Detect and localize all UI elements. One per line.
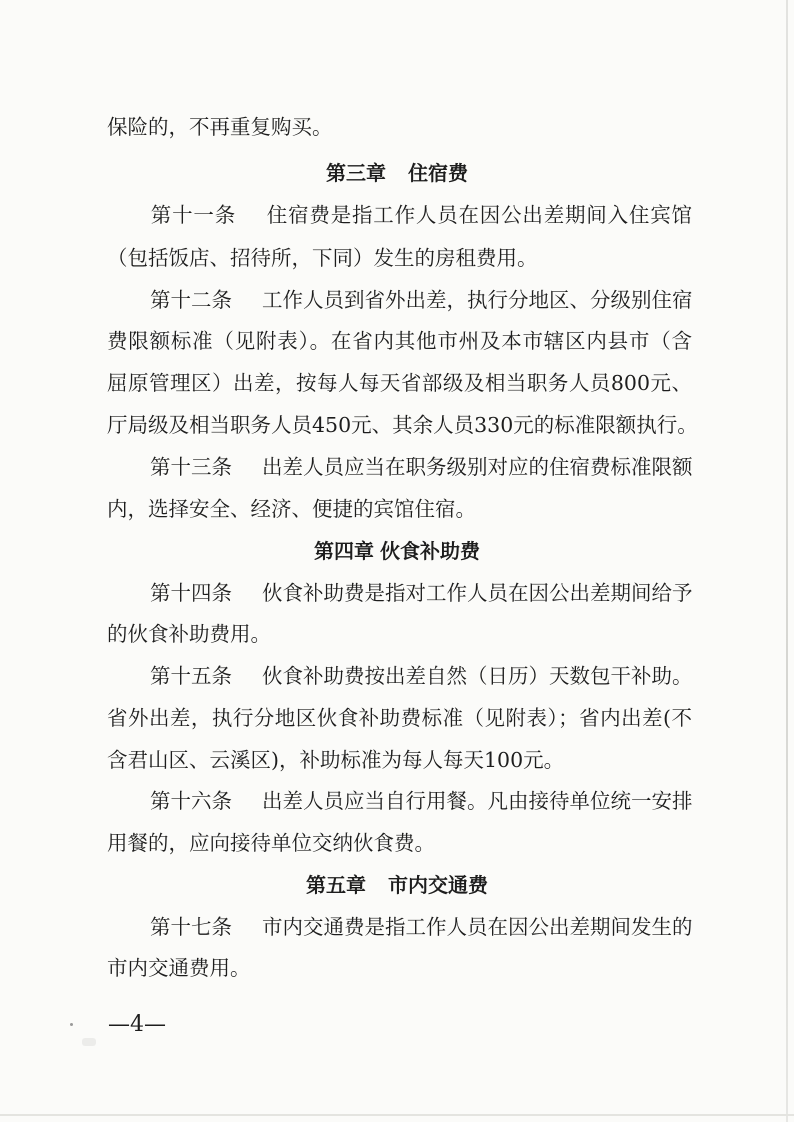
paragraph-line: 的伙食补助费用。 (107, 622, 271, 646)
scan-smudge (82, 1038, 96, 1046)
scan-edge (786, 0, 788, 1122)
article-line (107, 661, 692, 691)
article-line (107, 912, 692, 942)
paragraph-line: 屈原管理区）出差，按每人每天省部级及相当职务人员800元、 (107, 371, 692, 395)
article-line (107, 200, 692, 230)
chapter-number: 第五章 (306, 873, 366, 897)
article-number: 第十三条 (150, 455, 232, 479)
article-number: 第十七条 (150, 915, 232, 939)
paragraph-line: 省外出差，执行分地区伙食补助费标准（见附表）；省内出差(不 (107, 706, 692, 730)
paragraph-line: 市内交通费用。 (107, 956, 251, 980)
article-text: 出差人员应当自行用餐。凡由接待单位统一安排 (262, 789, 693, 813)
chapter-title: 伙食补助费 (380, 539, 480, 563)
article-text: 住宿费是指工作人员在因公出差期间入住宾馆 (266, 203, 692, 227)
chapter-heading-3 (0, 158, 794, 188)
paragraph-line: 含君山区、云溪区)，补助标准为每人每天100元。 (107, 748, 565, 772)
paragraph-line: 厅局级及相当职务人员450元、其余人员330元的标准限额执行。 (107, 413, 698, 437)
chapter-title: 住宿费 (408, 161, 468, 185)
scan-speck (70, 1023, 73, 1026)
paragraph-line: 用餐的，应向接待单位交纳伙食费。 (107, 831, 435, 855)
paragraph-line: 费限额标准（见附表）。在省内其他市州及本市辖区内县市（含 (107, 329, 692, 353)
article-number: 第十五条 (150, 664, 232, 688)
article-line (107, 786, 692, 816)
article-text: 市内交通费是指工作人员在因公出差期间发生的 (262, 915, 693, 939)
article-line (107, 578, 692, 608)
article-text: 出差人员应当在职务级别对应的住宿费标准限额 (262, 455, 693, 479)
article-number: 第十一条 (150, 203, 236, 227)
article-line (107, 452, 692, 482)
chapter-heading-4 (0, 536, 794, 566)
chapter-number: 第四章 (314, 539, 374, 563)
page-number: —4— (108, 1012, 166, 1037)
paragraph-line: 保险的，不再重复购买。 (107, 115, 333, 139)
paragraph-line: （包括饭店、招待所，下同）发生的房租费用。 (107, 246, 538, 270)
article-text: 工作人员到省外出差，执行分地区、分级别住宿 (262, 288, 693, 312)
article-text: 伙食补助费是指对工作人员在因公出差期间给予 (262, 581, 693, 605)
article-number: 第十四条 (150, 581, 232, 605)
chapter-number: 第三章 (326, 161, 386, 185)
paragraph-line: 内，选择安全、经济、便捷的宾馆住宿。 (107, 497, 476, 521)
article-line (107, 285, 692, 315)
article-number: 第十六条 (150, 789, 232, 813)
article-number: 第十二条 (150, 288, 232, 312)
scan-bottom-edge (0, 1114, 794, 1116)
chapter-heading-5 (0, 870, 794, 900)
article-text: 伙食补助费按出差自然（日历）天数包干补助。 (262, 664, 693, 688)
chapter-title: 市内交通费 (388, 873, 488, 897)
